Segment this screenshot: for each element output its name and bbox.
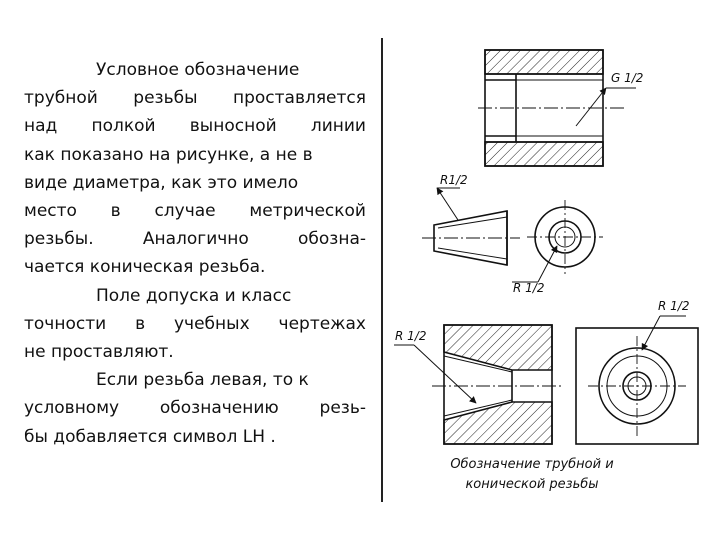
pipe-thread-section (478, 50, 636, 166)
text-line (24, 112, 366, 140)
text-line: Условное обозначение (96, 60, 300, 80)
body-text (24, 56, 366, 451)
text-word: в (110, 201, 121, 222)
text-word: полкой (91, 116, 156, 137)
text-word: резьбы. (24, 229, 94, 250)
text-word: точности (24, 313, 107, 334)
text-word: над (24, 116, 58, 137)
text-line: Если резьба левая, то к (96, 370, 309, 391)
caption-line-1: Обозначение трубной и (450, 457, 614, 472)
text-line: чается коническая резьба. (24, 257, 266, 278)
caption-line-2: конической резьбы (465, 477, 599, 492)
text-line (24, 394, 366, 422)
text-word: учебных (173, 313, 250, 334)
section-label: R 1/2 (395, 329, 427, 343)
text-word: Аналогично (142, 229, 249, 250)
text-word: выносной (189, 116, 277, 137)
text-word: в (135, 313, 146, 334)
figure-caption (412, 455, 652, 495)
text-line (24, 197, 366, 225)
text-word: резьбы (133, 88, 198, 109)
text-word: обозначению (159, 398, 279, 419)
thread-drawings-figure (392, 20, 710, 460)
text-word: чертежах (278, 313, 366, 334)
square-label: R 1/2 (658, 299, 690, 313)
circular-end-view (512, 200, 603, 282)
text-line: бы добавляется символ LH . (24, 426, 276, 447)
text-line: виде диаметра, как это имело (24, 172, 299, 193)
text-line: Поле допуска и класс (96, 285, 292, 306)
text-word: условному (24, 398, 120, 419)
technical-drawing (392, 20, 710, 460)
text-word: случае (154, 201, 216, 222)
square-flange-view (576, 316, 698, 444)
column-divider (381, 38, 383, 502)
text-line (24, 84, 366, 112)
conical-part-view (422, 188, 520, 265)
text-word: метрической (249, 201, 366, 222)
text-line: как показано на рисунке, а не в (24, 144, 313, 165)
text-word: проставляется (232, 88, 366, 109)
text-line: не проставляют. (24, 342, 174, 363)
text-word: линии (310, 116, 366, 137)
circle-label: R 1/2 (513, 281, 545, 295)
text-word: обозна- (298, 229, 366, 250)
cone-label: R1/2 (440, 173, 468, 187)
text-line (24, 225, 366, 253)
text-line (24, 310, 366, 338)
top-thread-label: G 1/2 (611, 71, 644, 85)
text-word: место (24, 201, 77, 222)
text-word: резь- (319, 398, 366, 419)
text-word: трубной (24, 88, 98, 109)
